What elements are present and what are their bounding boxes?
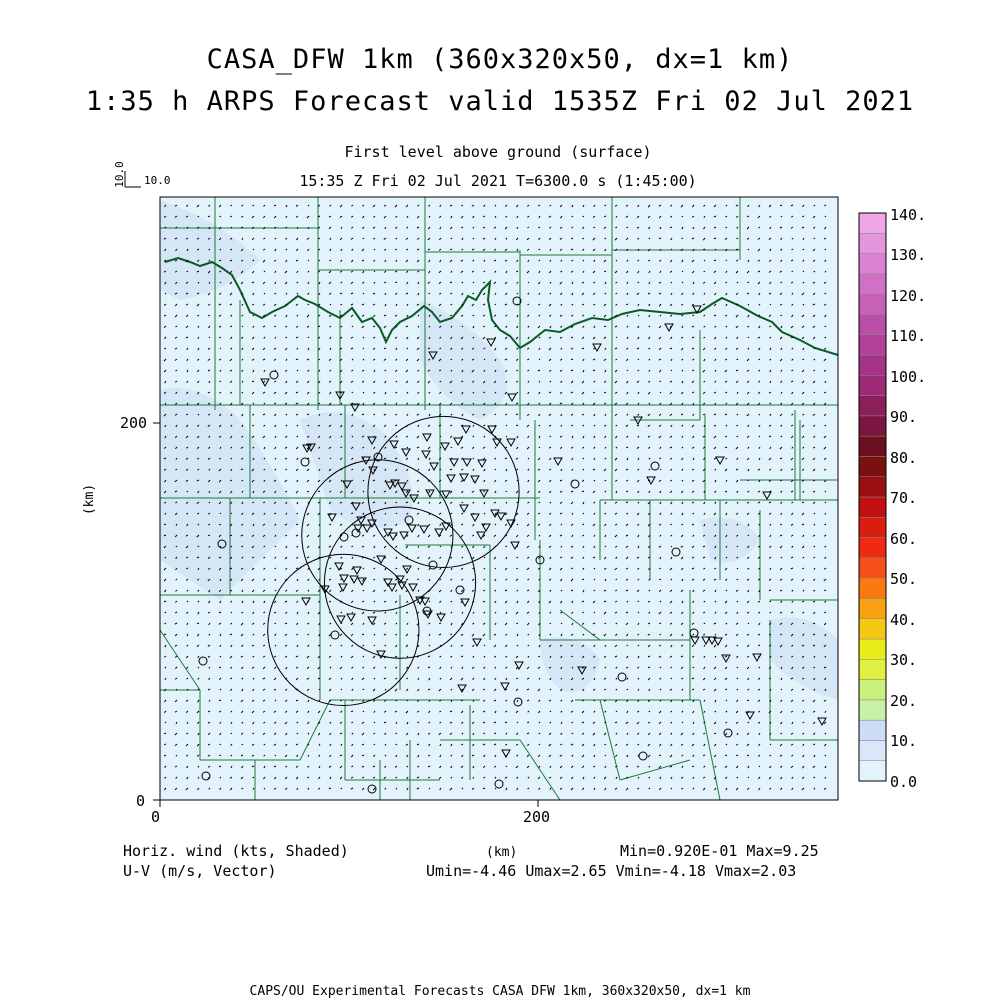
colorbar-swatch — [859, 335, 886, 355]
colorbar-swatch — [859, 456, 886, 476]
colorbar-swatch — [859, 700, 886, 720]
colorbar-swatch — [859, 680, 886, 700]
colorbar-swatch — [859, 639, 886, 659]
colorbar-swatch — [859, 477, 886, 497]
colorbar-label: 120. — [890, 287, 927, 305]
time-subtitle: 15:35 Z Fri 02 Jul 2021 T=6300.0 s (1:45:00) — [299, 172, 697, 190]
colorbar-swatch — [859, 213, 886, 233]
colorbar-swatch — [859, 254, 886, 274]
colorbar-label: 50. — [890, 570, 918, 588]
colorbar-swatch — [859, 375, 886, 395]
colorbar-swatch — [859, 619, 886, 639]
colorbar-swatch — [859, 740, 886, 760]
y-tick-200: 200 — [120, 414, 148, 432]
chart-title-line2: 1:35 h ARPS Forecast valid 1535Z Fri 02 Jul 2021 — [85, 86, 915, 117]
x-tick-0: 0 — [151, 808, 161, 826]
colorbar-swatch — [859, 274, 886, 294]
x-tick-200: 200 — [523, 808, 551, 826]
colorbar-swatch — [859, 720, 886, 740]
colorbar-label: 20. — [890, 692, 918, 710]
colorbar-swatch — [859, 233, 886, 253]
colorbar-swatch — [859, 355, 886, 375]
colorbar-label: 0.0 — [890, 773, 918, 791]
colorbar-swatch — [859, 436, 886, 456]
colorbar-swatch — [859, 598, 886, 618]
colorbar-swatch — [859, 517, 886, 537]
colorbar-swatch — [859, 761, 886, 781]
colorbar-label: 60. — [890, 530, 918, 548]
colorbar-swatch — [859, 314, 886, 334]
colorbar-swatch — [859, 578, 886, 598]
min-max-values: Min=0.920E-01 Max=9.25 — [620, 842, 819, 860]
colorbar-swatch — [859, 416, 886, 436]
colorbar-swatch — [859, 558, 886, 578]
colorbar — [859, 213, 886, 781]
colorbar-label: 110. — [890, 327, 927, 345]
colorbar-swatch — [859, 294, 886, 314]
colorbar-swatch — [859, 538, 886, 558]
colorbar-label: 10. — [890, 732, 918, 750]
colorbar-label: 100. — [890, 368, 927, 386]
uv-extremes: Umin=-4.46 Umax=2.65 Vmin=-4.18 Vmax=2.03 — [426, 862, 797, 880]
colorbar-label: 130. — [890, 246, 927, 264]
vector-key-horizontal-label: 10.0 — [144, 174, 171, 187]
colorbar-swatch — [859, 396, 886, 416]
colorbar-label: 90. — [890, 408, 918, 426]
colorbar-label: 30. — [890, 651, 918, 669]
colorbar-label: 140. — [890, 206, 927, 224]
colorbar-swatch — [859, 497, 886, 517]
chart-title-line1: CASA_DFW 1km (360x320x50, dx=1 km) — [206, 44, 794, 75]
vector-key-vertical-label: 10.0 — [112, 161, 126, 188]
colorbar-label: 70. — [890, 489, 918, 507]
level-subtitle: First level above ground (surface) — [344, 143, 652, 161]
footer-credit: CAPS/OU Experimental Forecasts CASA DFW 1km, 360x320x50, dx=1 km — [249, 984, 751, 999]
vector-key — [125, 171, 141, 187]
colorbar-label: 40. — [890, 611, 918, 629]
y-axis-label: (km) — [82, 483, 98, 516]
shaded-field-label: Horiz. wind (kts, Shaded) — [123, 842, 349, 860]
x-axis-label: (km) — [486, 845, 518, 860]
vector-field-label: U-V (m/s, Vector) — [123, 862, 277, 880]
y-tick-0: 0 — [136, 792, 146, 810]
colorbar-swatch — [859, 659, 886, 679]
colorbar-label: 80. — [890, 449, 918, 467]
